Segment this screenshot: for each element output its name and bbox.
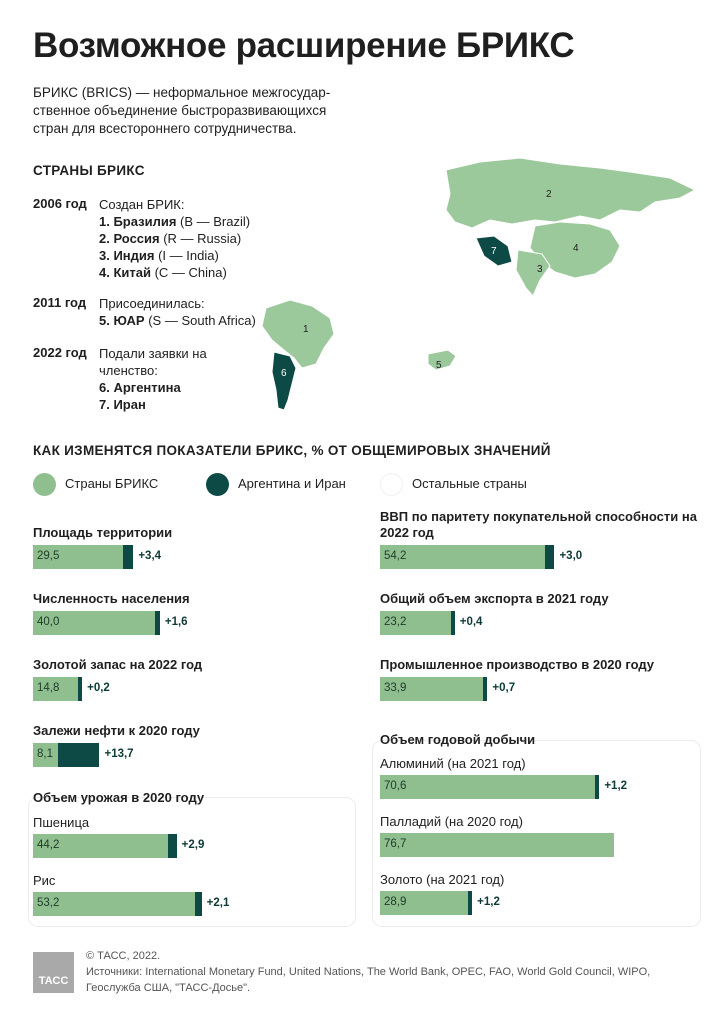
bar-increment-label: +0,7 (492, 682, 516, 694)
bar-new-members (155, 611, 160, 635)
bar-increment-label: +1,2 (604, 780, 628, 792)
bar-value-label: 8,1 (37, 748, 53, 760)
page-title: Возможное расширение БРИКС (33, 26, 575, 65)
timeline-item: 7. Иран (99, 397, 146, 412)
bar-sublabel: Золото (на 2021 год) (380, 872, 505, 887)
bar-value-label: 14,8 (37, 682, 60, 694)
map-label-7: 7 (491, 246, 497, 257)
bar-increment-label: +1,2 (477, 896, 500, 908)
legend-swatch-other (380, 473, 403, 496)
world-map (250, 150, 710, 420)
bar-increment-label: +2,9 (181, 839, 205, 851)
bar-sublabel: Пшеница (33, 815, 90, 830)
timeline-entry (99, 345, 209, 413)
bar-new-members (545, 545, 554, 569)
bar-value-label: 70,6 (384, 780, 407, 792)
legend-swatch-new-members (206, 473, 229, 496)
bar-row (33, 611, 220, 635)
bar-increment-label: +3,4 (138, 550, 162, 562)
indicator-title: Объем урожая в 2020 году (33, 790, 205, 805)
bar-sublabel: Рис (33, 873, 56, 888)
indicator-title: Площадь территории (33, 525, 173, 540)
bar-new-members (123, 545, 133, 569)
map-argentina (272, 352, 296, 410)
indicator-title: Численность населения (33, 591, 190, 606)
bar-row (33, 892, 262, 916)
map-label-5: 5 (436, 360, 442, 371)
bar-new-members (451, 611, 455, 635)
timeline-year: 2006 год (33, 196, 87, 211)
footer-copyright: © ТАСС, 2022. (86, 950, 161, 962)
timeline-entry (99, 295, 269, 329)
legend-swatch-brics (33, 473, 56, 496)
timeline-item: 5. ЮАР (S — South Africa) (99, 313, 256, 328)
bar-increment-label: +3,0 (559, 550, 583, 562)
bar-row (380, 775, 659, 799)
bar-increment-label: +13,7 (104, 748, 134, 760)
bar-increment-label: +1,6 (164, 616, 188, 628)
bar-new-members (78, 677, 82, 701)
indicator-title: Золотой запас на 2022 год (33, 657, 203, 672)
bar-value-label: 23,2 (384, 616, 407, 628)
footer-sources: Геослужба США, "ТАСС-Досье". (86, 982, 251, 994)
tass-logo: ТАСС (33, 952, 74, 993)
bar-value-label: 76,7 (384, 838, 407, 850)
intro-text: БРИКС (BRICS) — неформальное межгосудар-ственное объединение быстроразвивающихся стран для всестороннего сотрудничества. (33, 85, 331, 136)
legend-label: Страны БРИКС (65, 476, 159, 491)
timeline-heading: Присоединилась: (99, 296, 205, 311)
timeline-year: 2022 год (33, 345, 87, 360)
indicator-title: Общий объем экспорта в 2021 году (380, 591, 609, 606)
footer-sources: Источники: International Monetary Fund, United Nations, The World Bank, OPEC, FAO, World Gold Council, WIPO, (86, 966, 651, 978)
timeline-item: 1. Бразилия (B — Brazil) (99, 214, 251, 229)
bar-value-label: 40,0 (37, 616, 60, 628)
bar-value-label: 44,2 (37, 839, 60, 851)
timeline-heading: Подали заявки на членство: (99, 346, 207, 378)
map-south-africa (428, 350, 456, 370)
bar-increment-label: +2,1 (206, 897, 230, 909)
bar-value-label: 54,2 (384, 550, 407, 562)
timeline-year: 2011 год (33, 295, 87, 310)
legend-label: Остальные страны (412, 476, 527, 491)
bar-value-label: 33,9 (384, 682, 407, 694)
map-label-2: 2 (546, 189, 552, 200)
legend-label: Аргентина и Иран (238, 476, 346, 491)
timeline-item: 4. Китай (C — China) (99, 265, 227, 280)
map-label-1: 1 (303, 324, 309, 335)
bar-brics (380, 833, 614, 857)
bar-sublabel: Алюминий (на 2021 год) (380, 756, 526, 771)
bar-row (33, 743, 159, 767)
map-label-6: 6 (281, 368, 287, 379)
bar-new-members (58, 743, 100, 767)
bar-new-members (483, 677, 487, 701)
bar-row (33, 677, 142, 701)
bar-new-members (195, 892, 201, 916)
bar-row (380, 891, 532, 915)
indicator-title: Объем годовой добычи (380, 732, 536, 747)
bar-sublabel: Палладий (на 2020 год) (380, 814, 523, 829)
bar-value-label: 28,9 (384, 896, 407, 908)
timeline-item: 6. Аргентина (99, 380, 181, 395)
bar-increment-label: +0,4 (459, 616, 483, 628)
bar-new-members (168, 834, 177, 858)
timeline-entry (99, 196, 269, 281)
timeline-heading: Создан БРИК: (99, 197, 185, 212)
indicator-title: Залежи нефти к 2020 году (33, 723, 200, 738)
bar-value-label: 29,5 (37, 550, 60, 562)
bar-brics (380, 775, 595, 799)
indicator-title: Промышленное производство в 2020 году (380, 657, 655, 672)
map-brazil (262, 300, 334, 368)
map-label-4: 4 (573, 243, 579, 254)
bar-row (380, 611, 515, 635)
map-russia (446, 158, 695, 228)
bar-row (33, 545, 193, 569)
timeline-item: 2. Россия (R — Russia) (99, 231, 242, 246)
bar-row (380, 677, 547, 701)
map-label-3: 3 (537, 264, 543, 275)
indicators-section-title: КАК ИЗМЕНЯТСЯ ПОКАЗАТЕЛИ БРИКС, % ОТ ОБЩЕМИРОВЫХ ЗНАЧЕНИЙ (33, 443, 551, 458)
bar-new-members (468, 891, 472, 915)
bar-row (380, 545, 614, 569)
bar-row (380, 833, 674, 857)
bar-increment-label: +0,2 (87, 682, 110, 694)
countries-section-title: СТРАНЫ БРИКС (33, 163, 145, 178)
bar-row (33, 834, 237, 858)
indicator-title: ВВП по паритету покупательной способности на 2022 год (380, 509, 697, 540)
timeline-item: 3. Индия (I — India) (99, 248, 219, 263)
bar-new-members (595, 775, 599, 799)
bar-value-label: 53,2 (37, 897, 60, 909)
